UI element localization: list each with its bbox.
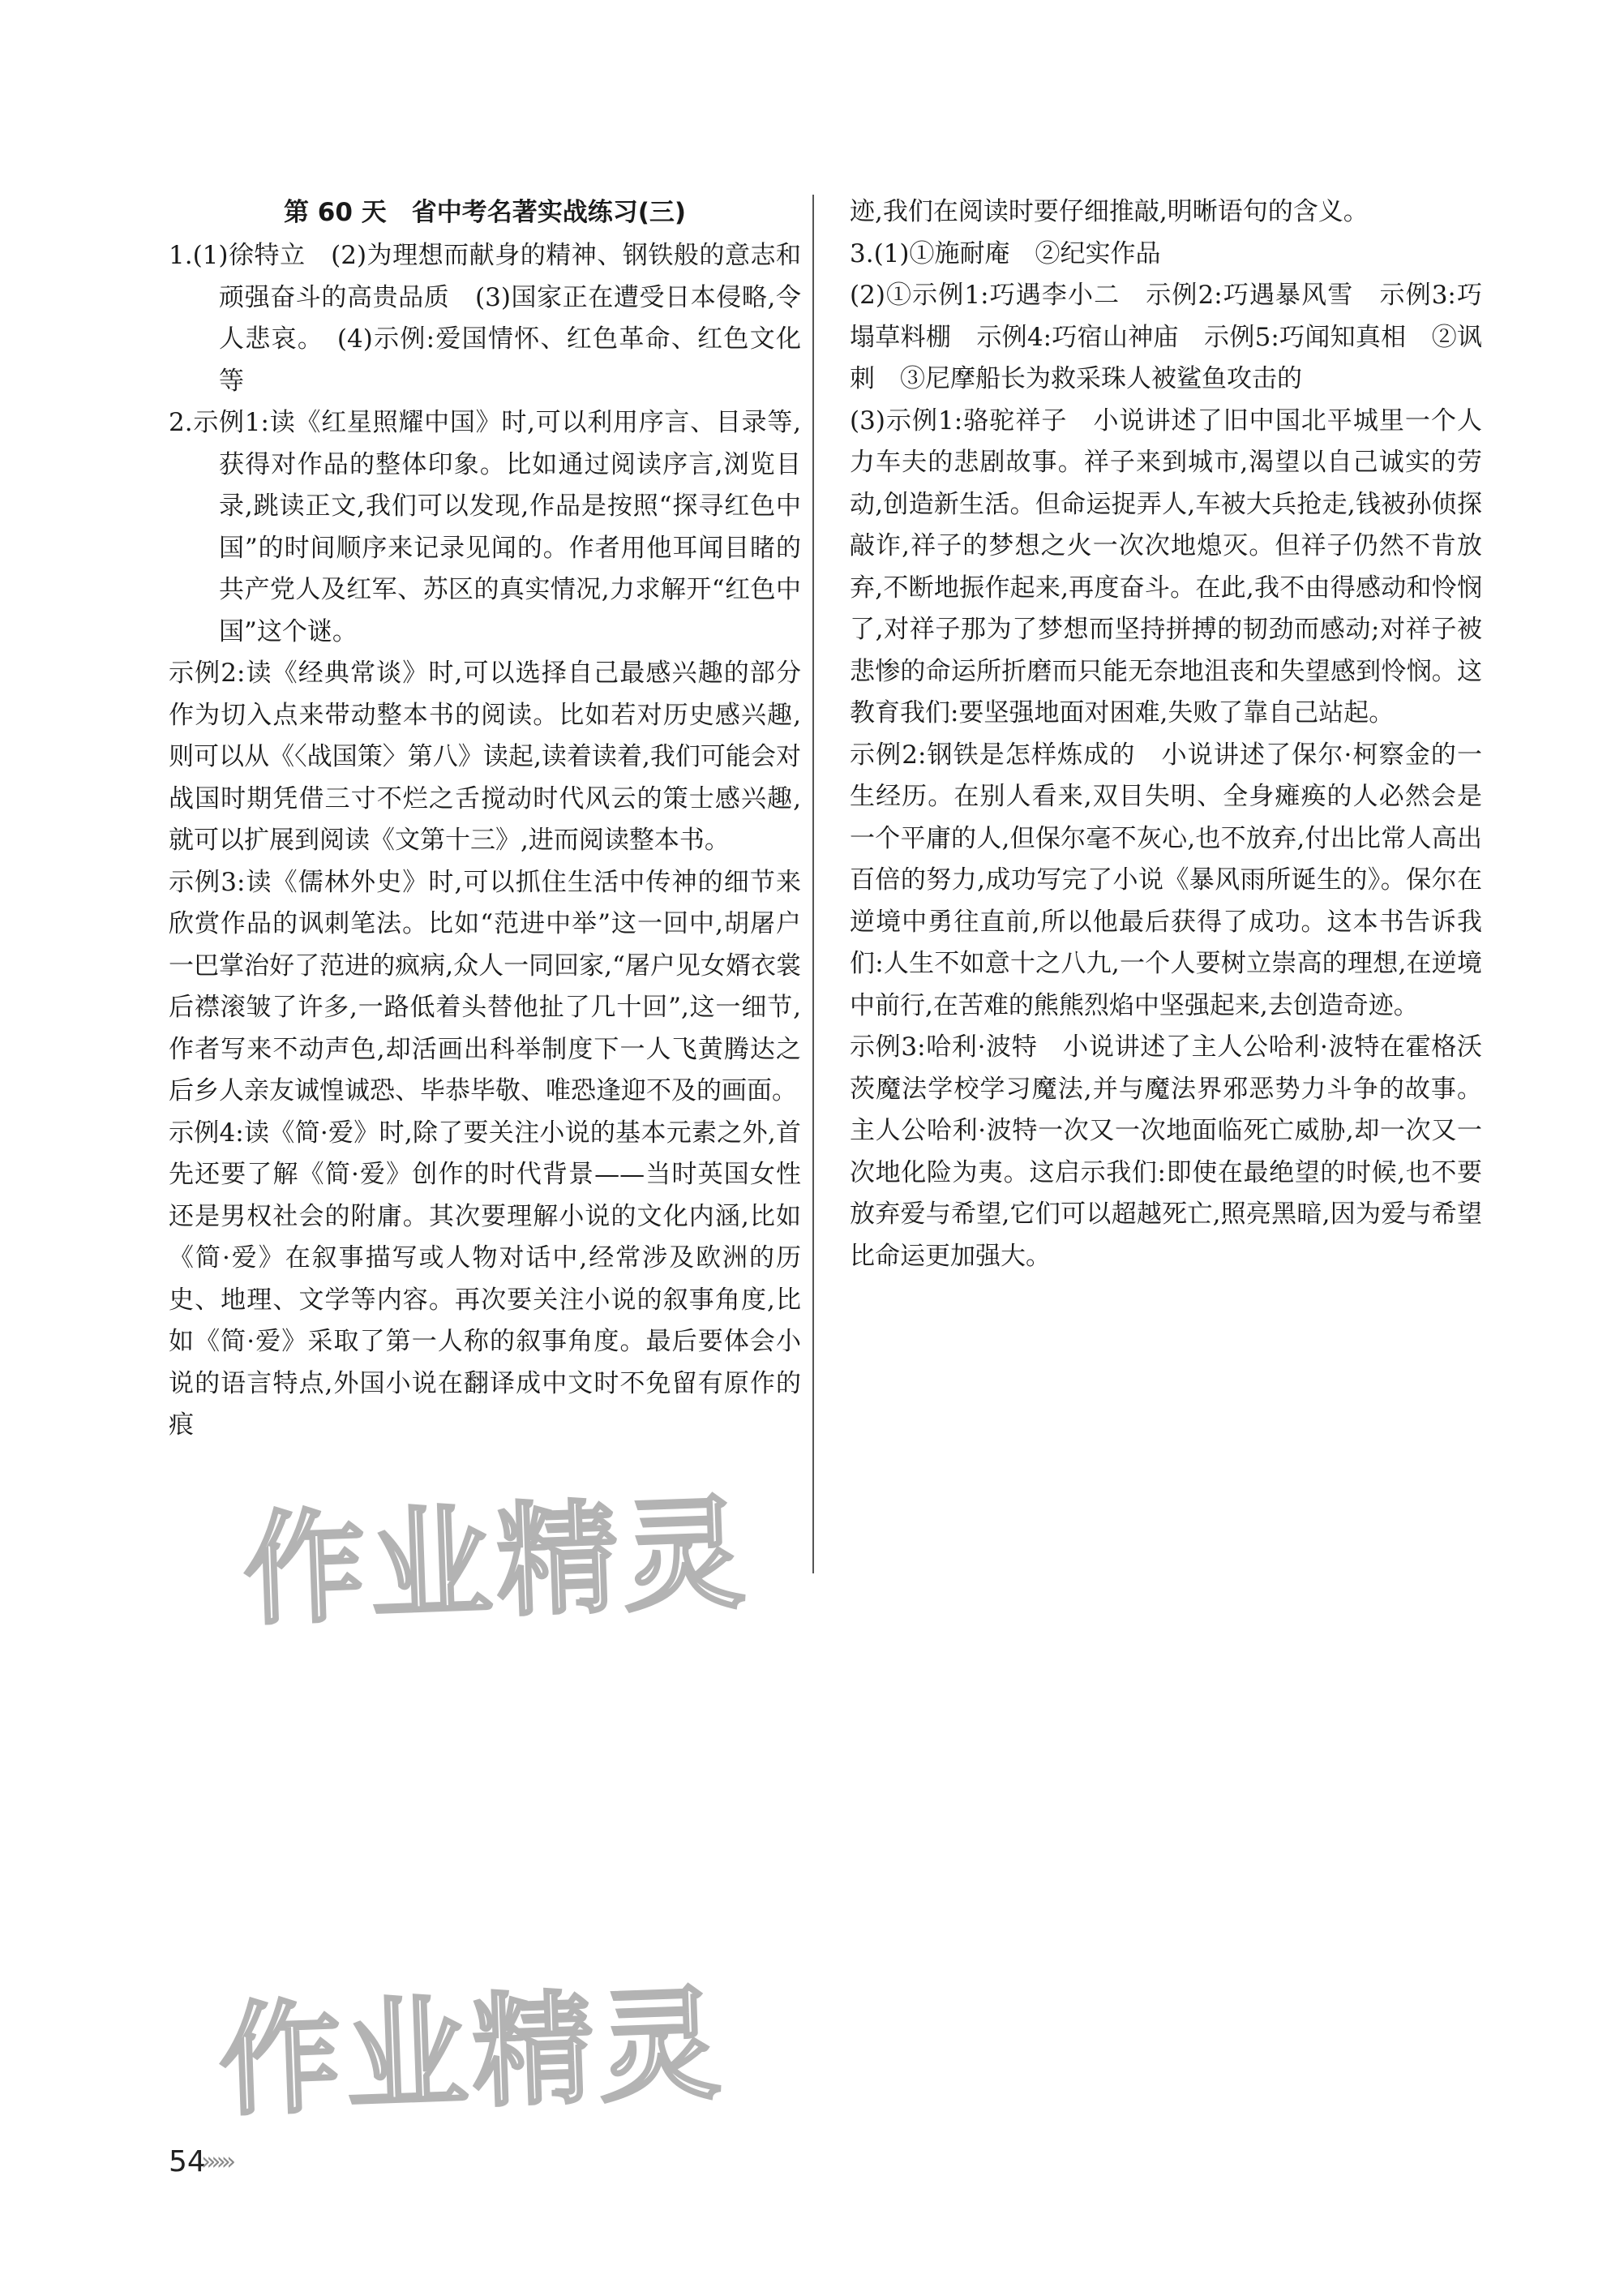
right-column [850,191,1482,1277]
page-title: 第 60 天 省中考名著实战练习(三) [283,198,687,227]
left-column [169,191,801,1447]
answer-2-example-2: 示例2:读《经典常谈》时,可以选择自己最感兴趣的部分作为切入点来带动整本书的阅读。比如若对历史感兴趣,则可以从《〈战国策〉第八》读起,读着读着,我们可能会对战国时期凭借三寸不烂之舌搅动时代风云的策士感兴趣,就可以扩展到阅读《文第十三》,进而阅读整本书。 [169,659,801,855]
watermark-logo: 作业精灵 [241,1483,752,1642]
answer-3-part-2: (2)①示例1:巧遇李小二 示例2:巧遇暴风雪 示例3:巧塌草料棚 示例4:巧宿山神庙 示例5:巧闻知真相 ②讽刺 ③尼摩船长为救采珠人被鲨鱼攻击的 [850,281,1482,393]
answer-2-example-3: 示例3:读《儒林外史》时,可以抓住生活中传神的细节来欣赏作品的讽刺笔法。比如“范进中举”这一回中,胡屠户一巴掌治好了范进的疯病,众人一同回家,“屠户见女婿衣裳后襟滚皱了许多,一路低着头替他扯了几十回”,这一细节,作者写来不动声色,却活画出科举制度下一人飞黄腾达之后乡人亲友诚惶诚恐、毕恭毕敬、唯恐逢迎不及的画面。 [169,867,801,1105]
answer-3-part-3-example-2: 示例2:钢铁是怎样炼成的 小说讲述了保尔·柯察金的一生经历。在别人看来,双目失明、全身瘫痪的人必然会是一个平庸的人,但保尔毫不灰心,也不放弃,付出比常人高出百倍的努力,成功写完了小说《暴风雨所诞生的》。保尔在逆境中勇往直前,所以他最后获得了成功。这本书告诉我们:人生不如意十之八九,一个人要树立崇高的理想,在逆境中前行,在苦难的熊熊烈焰中坚强起来,去创造奇迹。 [850,740,1482,1020]
answer-3-part-3-example-1: (3)示例1:骆驼祥子 小说讲述了旧中国北平城里一个人力车夫的悲剧故事。祥子来到城市,渴望以自己诚实的劳动,创造新生活。但命运捉弄人,车被大兵抢走,钱被孙侦探敲诈,祥子的梦想之火一次次地熄灭。但祥子仍然不肯放弃,不断地振作起来,再度奋斗。在此,我不由得感动和怜悯了,对祥子那为了梦想而坚持拼搏的韧劲而感动;对祥子被悲惨的命运所折磨而只能无奈地沮丧和失望感到怜悯。这教育我们:要坚强地面对困难,失败了靠自己站起。 [850,406,1482,727]
answer-2-example-1: 2.示例1:读《红星照耀中国》时,可以利用序言、目录等,获得对作品的整体印象。比如通过阅读序言,浏览目录,跳读正文,我们可以发现,作品是按照“探寻红色中国”的时间顺序来记录见闻的。作者用他耳闻目睹的共产党人及红军、苏区的真实情况,力求解开“红色中国”这个谜。 [169,408,801,646]
page-arrows-icon: »»» [201,2148,232,2176]
answer-1: 1.(1)徐特立 (2)为理想而献身的精神、钢铁般的意志和顽强奋斗的高贵品质 (3)国家正在遭受日本侵略,令人悲哀。 (4)示例:爱国情怀、红色革命、红色文化等 [169,241,801,396]
column-divider [812,195,814,1573]
watermark-logo: 作业精灵 [216,1974,728,2133]
answer-3-part-1: 3.(1)①施耐庵 ②纪实作品 [850,238,1161,268]
answer-2-example-4: 示例4:读《简·爱》时,除了要关注小说的基本元素之外,首先还要了解《简·爱》创作的时代背景——当时英国女性还是男权社会的附庸。其次要理解小说的文化内涵,比如《简·爱》在叙事描写或人物对话中,经常涉及欧洲的历史、地理、文学等内容。再次要关注小说的叙事角度,比如《简·爱》采取了第一人称的叙事角度。最后要体会小说的语言特点,外国小说在翻译成中文时不免留有原作的痕 [169,1118,801,1440]
answer-3-part-3-example-3: 示例3:哈利·波特 小说讲述了主人公哈利·波特在霍格沃茨魔法学校学习魔法,并与魔法界邪恶势力斗争的故事。主人公哈利·波特一次又一次地面临死亡威胁,却一次又一次地化险为夷。这启示我们:即使在最绝望的时候,也不要放弃爱与希望,它们可以超越死亡,照亮黑暗,因为爱与希望比命运更加强大。 [850,1032,1482,1271]
answer-2-continued: 迹,我们在阅读时要仔细推敲,明晰语句的含义。 [850,197,1369,226]
page-number: 54 [169,2145,206,2178]
